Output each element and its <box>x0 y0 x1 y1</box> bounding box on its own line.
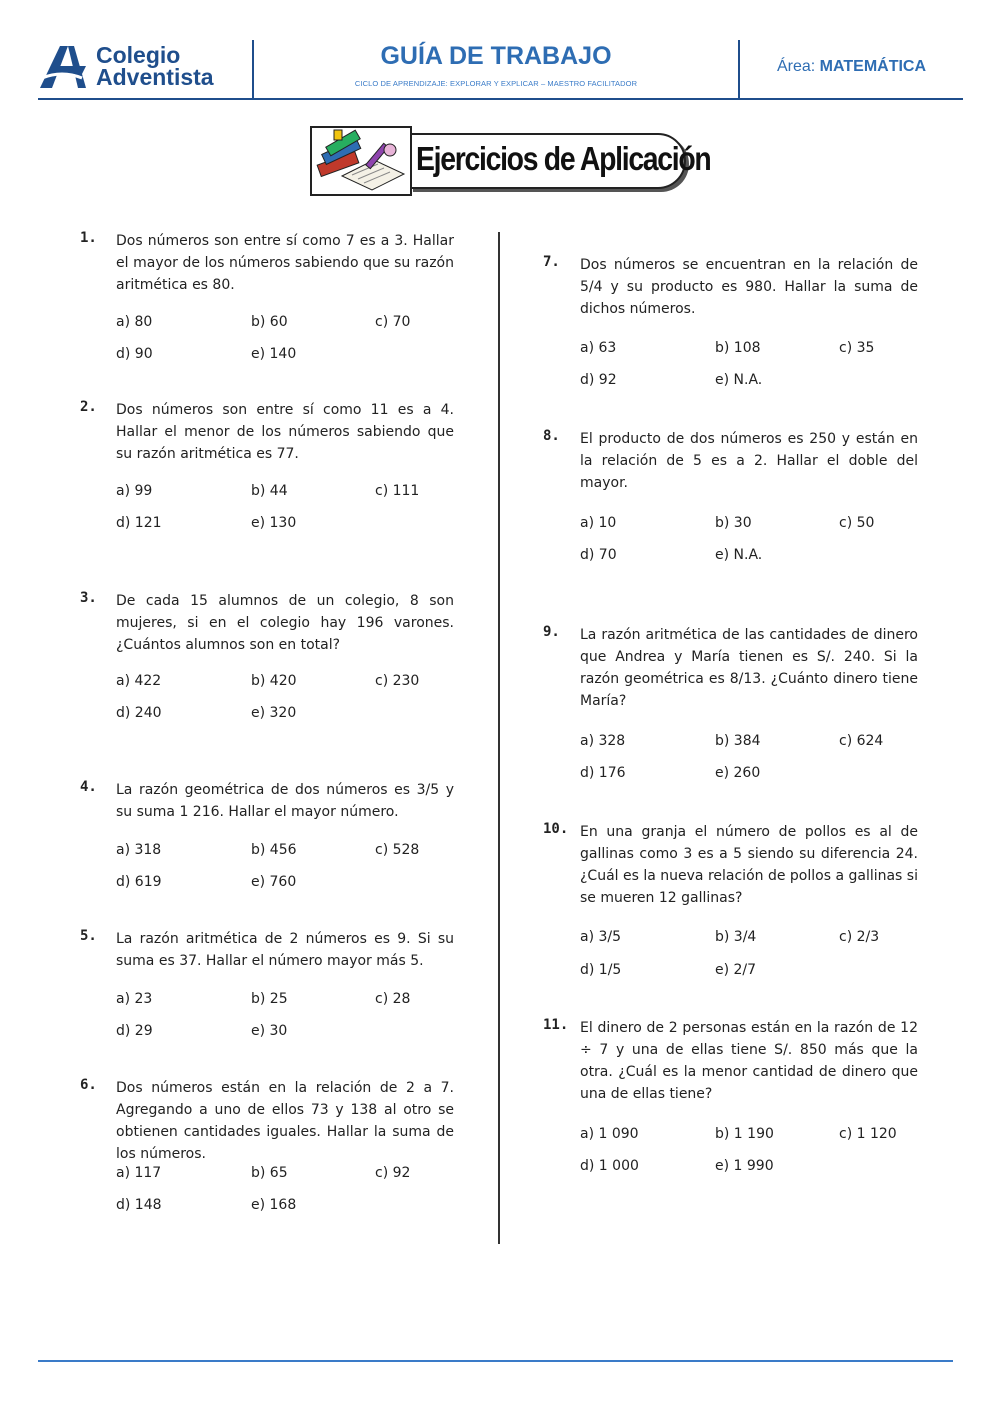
problem-statement: En una granja el número de pollos es al de gallinas como 3 es a 5 siendo su diferencia 24. ¿Cuál es la nueva relación de pollos a gallinas si se mueren 12 gallinas? <box>580 824 918 906</box>
page-header <box>38 38 963 100</box>
answer-option: c) 50 <box>839 515 875 531</box>
answer-option: c) 70 <box>375 314 411 330</box>
answer-option: b) 30 <box>715 515 752 531</box>
answer-option: a) 99 <box>116 483 153 499</box>
answer-option: c) 230 <box>375 673 420 689</box>
answer-option: b) 420 <box>251 673 297 689</box>
problem-statement: Dos números son entre sí como 11 es a 4. Hallar el menor de los números sabiendo que su razón aritmética es 77. <box>116 402 454 462</box>
subject-area <box>740 58 963 76</box>
answer-option: b) 1 190 <box>715 1126 774 1142</box>
answer-option: c) 28 <box>375 991 411 1007</box>
answer-option: c) 2/3 <box>839 929 880 945</box>
answer-option: d) 148 <box>116 1197 162 1213</box>
answer-option: a) 328 <box>580 733 626 749</box>
area-value: MATEMÁTICA <box>819 58 927 75</box>
answer-option: c) 624 <box>839 733 884 749</box>
problem-number: 3. <box>80 590 97 606</box>
answer-option: e) 30 <box>251 1023 288 1039</box>
problem-number: 5. <box>80 928 97 944</box>
banner-text: Ejercicios de Aplicación <box>416 140 711 177</box>
answer-option: d) 619 <box>116 874 162 890</box>
footer-line <box>38 1360 953 1362</box>
banner-label-box <box>410 133 711 189</box>
answer-option: c) 111 <box>375 483 420 499</box>
adventist-logo-icon <box>38 44 88 90</box>
answer-option: a) 422 <box>116 673 162 689</box>
answer-option: e) N.A. <box>715 372 763 388</box>
answer-option: d) 29 <box>116 1023 153 1039</box>
logo-text <box>96 44 214 88</box>
problem-number: 7. <box>543 254 560 270</box>
problem-statement: La razón geométrica de dos números es 3/5 y su suma 1 216. Hallar el mayor número. <box>116 782 454 820</box>
answer-option: a) 117 <box>116 1165 162 1181</box>
answer-option: a) 318 <box>116 842 162 858</box>
column-divider <box>498 232 500 1244</box>
problem-statement: El producto de dos números es 250 y están en la relación de 5 es a 2. Hallar el doble del mayor. <box>580 431 918 491</box>
answer-option: b) 44 <box>251 483 288 499</box>
answer-option: a) 1 090 <box>580 1126 639 1142</box>
problem-number: 1. <box>80 230 97 246</box>
answer-option: b) 65 <box>251 1165 288 1181</box>
answer-option: a) 63 <box>580 340 617 356</box>
school-logo <box>38 42 253 94</box>
answer-option: e) 760 <box>251 874 297 890</box>
answer-option: d) 121 <box>116 515 162 531</box>
answer-option: d) 176 <box>580 765 626 781</box>
answer-option: e) 320 <box>251 705 297 721</box>
logo-line2: Adventista <box>96 64 214 90</box>
answer-option: d) 1/5 <box>580 962 622 978</box>
answer-option: b) 3/4 <box>715 929 757 945</box>
problem-statement: El dinero de 2 personas están en la razón de 12 ÷ 7 y una de ellas tiene S/. 850 más que la otra. ¿Cuál es la menor cantidad de dinero que una de ellas tiene? <box>580 1020 918 1102</box>
area-label: Área: <box>776 58 816 75</box>
header-underline <box>38 98 963 100</box>
answer-option: c) 35 <box>839 340 875 356</box>
answer-option: b) 108 <box>715 340 761 356</box>
answer-option: b) 25 <box>251 991 288 1007</box>
problem-number: 8. <box>543 428 560 444</box>
problem-number: 11. <box>543 1017 569 1033</box>
problem-statement: De cada 15 alumnos de un colegio, 8 son mujeres, si en el colegio hay 196 varones. ¿Cuántos alumnos son en total? <box>116 593 454 653</box>
books-clipart-icon <box>310 126 412 196</box>
answer-option: b) 456 <box>251 842 297 858</box>
answer-option: c) 92 <box>375 1165 411 1181</box>
answer-option: c) 528 <box>375 842 420 858</box>
answer-option: e) 260 <box>715 765 761 781</box>
answer-option: d) 1 000 <box>580 1158 639 1174</box>
logo-line1: Colegio <box>96 42 181 68</box>
answer-option: e) 130 <box>251 515 297 531</box>
answer-option: d) 240 <box>116 705 162 721</box>
problem-statement: La razón aritmética de 2 números es 9. Si su suma es 37. Hallar el número mayor más 5. <box>116 931 454 969</box>
problem-number: 10. <box>543 821 569 837</box>
answer-option: a) 3/5 <box>580 929 622 945</box>
page-title: GUÍA DE TRABAJO <box>380 42 612 70</box>
answer-option: b) 60 <box>251 314 288 330</box>
section-banner <box>310 126 711 198</box>
answer-option: e) N.A. <box>715 547 763 563</box>
page-subtitle: CICLO DE APRENDIZAJE: EXPLORAR Y EXPLICAR – MAESTRO FACILITADOR <box>354 79 638 88</box>
answer-option: a) 80 <box>116 314 153 330</box>
answer-option: c) 1 120 <box>839 1126 897 1142</box>
answer-option: a) 10 <box>580 515 617 531</box>
problem-statement: Dos números se encuentran en la relación de 5/4 y su producto es 980. Hallar la suma de dichos números. <box>580 257 918 317</box>
problem-number: 2. <box>80 399 97 415</box>
answer-option: e) 2/7 <box>715 962 757 978</box>
answer-option: d) 90 <box>116 346 153 362</box>
answer-option: b) 384 <box>715 733 761 749</box>
problem-statement: Dos números están en la relación de 2 a 7. Agregando a uno de ellos 73 y 138 al otro se obtienen cantidades iguales. Hallar la suma de los números. <box>116 1080 454 1162</box>
answer-option: a) 23 <box>116 991 153 1007</box>
answer-option: d) 70 <box>580 547 617 563</box>
problem-number: 9. <box>543 624 560 640</box>
answer-option: e) 140 <box>251 346 297 362</box>
problem-statement: Dos números son entre sí como 7 es a 3. Hallar el mayor de los números sabiendo que su razón aritmética es 80. <box>116 233 454 293</box>
answer-option: e) 1 990 <box>715 1158 774 1174</box>
answer-option: e) 168 <box>251 1197 297 1213</box>
problem-statement: La razón aritmética de las cantidades de dinero que Andrea y María tienen es S/. 240. Si la razón geométrica es 8/13. ¿Cuánto dinero tiene María? <box>580 627 918 709</box>
problem-number: 6. <box>80 1077 97 1093</box>
answer-option: d) 92 <box>580 372 617 388</box>
problem-number: 4. <box>80 779 97 795</box>
